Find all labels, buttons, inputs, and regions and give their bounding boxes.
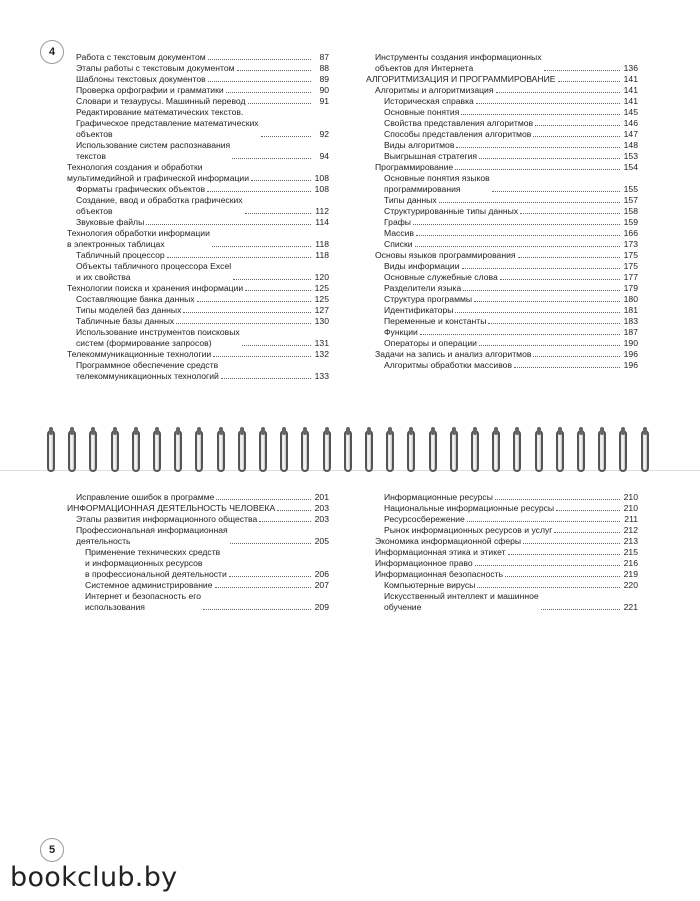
toc-entry-page: 166 (623, 228, 638, 238)
toc-entry (366, 206, 638, 217)
toc-entry (366, 173, 638, 195)
binding-ring (111, 430, 119, 472)
toc-entry-page: 203 (314, 503, 329, 513)
toc-entry-page: 125 (314, 283, 329, 293)
dot-leader (477, 587, 620, 588)
toc-entry-title: Табличные базы данных (76, 316, 175, 326)
toc-entry-page: 175 (623, 261, 638, 271)
toc-entry (67, 228, 329, 250)
dot-leader (259, 521, 311, 522)
toc-entry (67, 107, 329, 140)
toc-entry-title: Массив (384, 228, 414, 238)
toc-entry (67, 85, 329, 96)
toc-entry-page: 136 (623, 63, 638, 73)
toc-entry-title: Звуковые файлы (76, 217, 145, 227)
toc-entry-page: 196 (623, 360, 638, 370)
binding-ring (556, 430, 564, 472)
binding-ring (174, 430, 182, 472)
toc-entry-title: Табличный процессор (76, 250, 165, 260)
binding-ring (619, 430, 627, 472)
toc-entry (366, 503, 638, 514)
toc-entry-page: 173 (623, 239, 638, 249)
toc-entry-title: Структура программы (384, 294, 473, 304)
dot-leader (495, 499, 620, 500)
toc-entry-title: Основные понятия языков программирования (384, 173, 490, 194)
dot-leader (413, 224, 620, 225)
toc-entry-page: 141 (623, 85, 638, 95)
toc-entry-title: Информационная этика и этикет (375, 547, 506, 557)
toc-entry (366, 349, 638, 360)
toc-entry-title: Использование систем распознавания текстов (76, 140, 231, 161)
toc-entry (67, 195, 329, 217)
dot-leader (208, 59, 311, 60)
toc-entry-page: 175 (623, 250, 638, 260)
toc-entry (67, 316, 329, 327)
toc-entry (67, 305, 329, 316)
toc-entry (67, 591, 329, 613)
toc-top-right-column (366, 52, 638, 371)
toc-entry-title: Алгоритмы и алгоритмизация (375, 85, 494, 95)
toc-entry (366, 294, 638, 305)
site-watermark: bookclub.by (10, 862, 178, 893)
binding-ring (513, 430, 521, 472)
dot-leader (535, 125, 620, 126)
toc-entry (366, 338, 638, 349)
toc-entry-title: Создание, ввод и обработка графических объектов (76, 195, 243, 216)
toc-entry-page: 145 (623, 107, 638, 117)
dot-leader (229, 576, 311, 577)
toc-entry (366, 52, 638, 74)
binding-ring (492, 430, 500, 472)
toc-entry-title: Виды алгоритмов (384, 140, 455, 150)
toc-entry-title: Рынок информационных ресурсов и услуг (384, 525, 553, 535)
dot-leader (242, 345, 311, 346)
toc-entry-page: 157 (623, 195, 638, 205)
toc-entry (366, 514, 638, 525)
toc-entry-title: Структурированные типы данных (384, 206, 519, 216)
toc-entry-title: Основные служебные слова (384, 272, 498, 282)
toc-entry-title: Информационные ресурсы (384, 492, 493, 502)
toc-entry-title: Информационное право (375, 558, 473, 568)
dot-leader (455, 312, 620, 313)
toc-entry-title: Интернет и безопасность его использования (85, 591, 201, 612)
toc-entry (67, 162, 329, 184)
toc-entry-page: 213 (623, 536, 638, 546)
toc-entry-title: Графы (384, 217, 411, 227)
dot-leader (523, 543, 620, 544)
toc-entry-title: Работа с текстовым документом (76, 52, 206, 62)
binding-ring (280, 430, 288, 472)
toc-entry-title: Экономика информационной сферы (375, 536, 522, 546)
toc-entry (67, 261, 329, 283)
toc-entry-page: 108 (314, 184, 329, 194)
toc-entry-page: 205 (314, 536, 329, 546)
dot-leader (416, 235, 620, 236)
dot-leader (146, 224, 311, 225)
dot-leader (207, 191, 311, 192)
toc-entry-title: Списки (384, 239, 413, 249)
dot-leader (197, 301, 311, 302)
toc-entry-page: 201 (314, 492, 329, 502)
binding-ring (301, 430, 309, 472)
toc-entry-page: 206 (314, 569, 329, 579)
dot-leader (248, 103, 311, 104)
dot-leader (533, 356, 620, 357)
dot-leader (544, 70, 620, 71)
toc-entry-title: Редактирование математических текстов. Графическое представление математических объектов (76, 107, 259, 139)
binding-ring (386, 430, 394, 472)
toc-entry (366, 569, 638, 580)
binding-ring (47, 430, 55, 472)
toc-entry-page: 158 (623, 206, 638, 216)
dot-leader (520, 213, 620, 214)
toc-entry-page: 141 (623, 74, 638, 84)
dot-leader (479, 345, 620, 346)
toc-entry (67, 503, 329, 514)
toc-entry (366, 85, 638, 96)
toc-entry (366, 107, 638, 118)
dot-leader (518, 257, 620, 258)
toc-entry-page: 216 (623, 558, 638, 568)
dot-leader (554, 532, 620, 533)
toc-top-left-column (67, 52, 329, 382)
toc-entry (366, 580, 638, 591)
dot-leader (415, 246, 620, 247)
toc-entry-page: 220 (623, 580, 638, 590)
dot-leader (176, 323, 311, 324)
toc-entry-title: Форматы графических объектов (76, 184, 206, 194)
dot-leader (461, 114, 620, 115)
dot-leader (208, 81, 311, 82)
toc-entry-title: ИНФОРМАЦИОННАЯ ДЕЯТЕЛЬНОСТЬ ЧЕЛОВЕКА (67, 503, 276, 513)
dot-leader (213, 356, 311, 357)
toc-entry-page: 130 (314, 316, 329, 326)
dot-leader (488, 323, 620, 324)
toc-entry (366, 217, 638, 228)
toc-entry-title: Виды информации (384, 261, 460, 271)
toc-entry-page: 89 (319, 74, 329, 84)
binding-ring (429, 430, 437, 472)
toc-entry-title: Технология создания и обработки мультимедийной и графической информации (67, 162, 250, 183)
toc-entry-page: 177 (623, 272, 638, 282)
toc-entry (67, 217, 329, 228)
toc-entry-page: 146 (623, 118, 638, 128)
binding-ring (577, 430, 585, 472)
toc-entry (67, 525, 329, 547)
toc-entry-title: Технология обработки информации в электронных таблицах (67, 228, 210, 249)
dot-leader (226, 92, 311, 93)
dot-leader (508, 554, 620, 555)
dot-leader (221, 378, 311, 379)
binding-ring (598, 430, 606, 472)
dot-leader (230, 543, 311, 544)
toc-entry (366, 96, 638, 107)
toc-entry (67, 294, 329, 305)
toc-entry (366, 272, 638, 283)
toc-entry-title: Разделители языка (384, 283, 462, 293)
toc-entry (67, 580, 329, 591)
binding-ring (132, 430, 140, 472)
toc-entry (366, 261, 638, 272)
dot-leader (496, 92, 621, 93)
toc-entry-page: 91 (319, 96, 329, 106)
toc-entry (366, 492, 638, 503)
toc-entry-page: 141 (623, 96, 638, 106)
toc-entry (366, 327, 638, 338)
toc-entry-title: Выигрышная стратегия (384, 151, 478, 161)
toc-entry (67, 184, 329, 195)
toc-entry-page: 180 (623, 294, 638, 304)
toc-entry-title: Основы языков программирования (375, 250, 516, 260)
toc-entry-page: 210 (623, 492, 638, 502)
toc-entry-page: 127 (314, 305, 329, 315)
toc-entry-page: 219 (623, 569, 638, 579)
toc-entry (67, 74, 329, 85)
toc-entry-page: 153 (623, 151, 638, 161)
toc-entry-page: 147 (623, 129, 638, 139)
binding-ring (195, 430, 203, 472)
toc-entry (366, 140, 638, 151)
toc-entry-page: 187 (623, 327, 638, 337)
toc-entry-page: 179 (623, 283, 638, 293)
toc-entry-title: Способы представления алгоритмов (384, 129, 532, 139)
dot-leader (261, 136, 311, 137)
dot-leader (455, 169, 620, 170)
toc-entry-title: Типы моделей баз данных (76, 305, 182, 315)
bottom-page-number: 5 (40, 838, 64, 862)
dot-leader (237, 70, 311, 71)
toc-entry-title: Использование инструментов поисковых систем (формирование запросов) (76, 327, 240, 348)
dot-leader (474, 301, 620, 302)
binding-ring (89, 430, 97, 472)
toc-entry-page: 118 (315, 250, 329, 260)
toc-entry-title: Программирование (375, 162, 454, 172)
toc-entry-page: 92 (319, 129, 329, 139)
dot-leader (533, 136, 620, 137)
binding-ring (217, 430, 225, 472)
binding-ring (365, 430, 373, 472)
dot-leader (558, 81, 621, 82)
toc-entry-page: 94 (319, 151, 329, 161)
binding-ring (450, 430, 458, 472)
toc-entry (67, 360, 329, 382)
toc-entry (67, 327, 329, 349)
toc-entry-title: АЛГОРИТМИЗАЦИЯ И ПРОГРАММИРОВАНИЕ (366, 74, 556, 84)
dot-leader (251, 180, 311, 181)
toc-entry-page: 190 (623, 338, 638, 348)
dot-leader (215, 587, 311, 588)
toc-entry-page: 155 (623, 184, 638, 194)
dot-leader (462, 268, 621, 269)
dot-leader (277, 510, 311, 511)
toc-entry-page: 210 (623, 503, 638, 513)
dot-leader (467, 521, 620, 522)
toc-entry-page: 203 (314, 514, 329, 524)
toc-entry-page: 212 (623, 525, 638, 535)
toc-entry-title: Объекты табличного процессора Excel и их свойства (76, 261, 232, 282)
toc-entry (366, 151, 638, 162)
toc-entry-title: Шаблоны текстовых документов (76, 74, 206, 84)
dot-leader (556, 510, 620, 511)
toc-entry-page: 88 (319, 63, 329, 73)
toc-entry-page: 181 (623, 305, 638, 315)
toc-entry (366, 316, 638, 327)
toc-entry-title: Инструменты создания информационных объектов для Интернета (375, 52, 542, 73)
dot-leader (456, 147, 620, 148)
toc-entry-page: 87 (319, 52, 329, 62)
toc-entry-page: 90 (319, 85, 329, 95)
toc-entry (366, 283, 638, 294)
toc-entry-page: 120 (314, 272, 329, 282)
binding-ring (471, 430, 479, 472)
toc-entry-title: Ресурсосбережение (384, 514, 465, 524)
toc-entry-page: 183 (623, 316, 638, 326)
toc-entry-title: Системное администрирование (85, 580, 213, 590)
toc-entry (366, 74, 638, 85)
dot-leader (232, 158, 311, 159)
toc-entry-title: Функции (384, 327, 418, 337)
dot-leader (505, 576, 620, 577)
toc-entry (366, 360, 638, 371)
toc-entry-page: 114 (315, 217, 329, 227)
toc-entry (67, 492, 329, 503)
toc-entry (366, 129, 638, 140)
toc-entry (67, 283, 329, 294)
toc-entry-page: 125 (314, 294, 329, 304)
toc-entry-page: 112 (315, 206, 329, 216)
toc-entry-title: Словари и тезаурусы. Машинный перевод (76, 96, 246, 106)
dot-leader (463, 290, 620, 291)
toc-entry (366, 228, 638, 239)
toc-entry (67, 63, 329, 74)
dot-leader (183, 312, 311, 313)
toc-entry-title: Типы данных (384, 195, 437, 205)
toc-entry (67, 96, 329, 107)
toc-entry (366, 162, 638, 173)
dot-leader (479, 158, 620, 159)
top-page-number: 4 (40, 40, 64, 64)
dot-leader (475, 565, 620, 566)
toc-entry-page: 133 (314, 371, 329, 381)
toc-entry-title: Идентификаторы (384, 305, 454, 315)
dot-leader (245, 290, 311, 291)
toc-entry (366, 536, 638, 547)
dot-leader (514, 367, 620, 368)
toc-entry (67, 140, 329, 162)
toc-entry-page: 132 (314, 349, 329, 359)
toc-entry-title: Национальные информационные ресурсы (384, 503, 555, 513)
toc-entry (366, 239, 638, 250)
dot-leader (476, 103, 620, 104)
toc-entry (366, 118, 638, 129)
binding-ring (344, 430, 352, 472)
dot-leader (212, 246, 311, 247)
toc-entry-page: 154 (623, 162, 638, 172)
toc-entry-title: Профессиональная информационная деятельность (76, 525, 228, 546)
dot-leader (203, 609, 311, 610)
toc-entry (67, 250, 329, 261)
toc-entry-page: 221 (623, 602, 638, 612)
toc-entry-page: 215 (623, 547, 638, 557)
toc-entry (366, 305, 638, 316)
toc-entry (366, 195, 638, 206)
toc-entry-title: Задачи на запись и анализ алгоритмов (375, 349, 532, 359)
toc-entry-page: 196 (623, 349, 638, 359)
binding-ring (641, 430, 649, 472)
toc-entry-title: Применение технических средств и информационных ресурсов в профессиональной деятельности (85, 547, 227, 579)
toc-entry-title: Основные понятия (384, 107, 460, 117)
toc-entry-title: Проверка орфографии и грамматики (76, 85, 224, 95)
binding-ring (535, 430, 543, 472)
toc-entry-title: Телекоммуникационные технологии (67, 349, 212, 359)
toc-entry (67, 514, 329, 525)
toc-entry (366, 547, 638, 558)
toc-entry-page: 118 (315, 239, 329, 249)
toc-entry-title: Операторы и операции (384, 338, 477, 348)
toc-entry (67, 349, 329, 360)
toc-entry (366, 591, 638, 613)
dot-leader (541, 609, 620, 610)
binding-ring (407, 430, 415, 472)
toc-entry-title: Переменные и константы (384, 316, 487, 326)
toc-entry-title: Этапы развития информационного общества (76, 514, 258, 524)
toc-bottom-right-column (366, 492, 638, 613)
toc-entry-title: Историческая справка (384, 96, 474, 106)
toc-entry (366, 558, 638, 569)
dot-leader (167, 257, 311, 258)
toc-entry-title: Компьютерные вирусы (384, 580, 476, 590)
toc-entry-title: Технологии поиска и хранения информации (67, 283, 244, 293)
toc-bottom-left-column (67, 492, 329, 613)
dot-leader (492, 191, 620, 192)
toc-entry (366, 250, 638, 261)
toc-entry-page: 148 (623, 140, 638, 150)
binding-ring (68, 430, 76, 472)
toc-entry-title: Этапы работы с текстовым документом (76, 63, 235, 73)
toc-entry-page: 207 (314, 580, 329, 590)
toc-entry-title: Алгоритмы обработки массивов (384, 360, 513, 370)
dot-leader (500, 279, 620, 280)
dot-leader (420, 334, 620, 335)
dot-leader (245, 213, 311, 214)
binding-ring (153, 430, 161, 472)
toc-entry-title: Составляющие банка данных (76, 294, 195, 304)
toc-entry-title: Исправление ошибок в программе (76, 492, 215, 502)
dot-leader (439, 202, 620, 203)
binding-ring (238, 430, 246, 472)
binding-ring (259, 430, 267, 472)
dot-leader (216, 499, 311, 500)
toc-entry-page: 159 (623, 217, 638, 227)
toc-entry-page: 211 (624, 514, 638, 524)
toc-entry (67, 52, 329, 63)
toc-entry-title: Информационная безопасность (375, 569, 504, 579)
toc-entry-title: Программное обеспечение средств телекоммуникационных технологий (76, 360, 219, 381)
toc-entry-page: 209 (314, 602, 329, 612)
toc-entry-title: Искусственный интеллект и машинное обучение (384, 591, 539, 612)
toc-entry-page: 108 (314, 173, 329, 183)
toc-entry (366, 525, 638, 536)
toc-entry-page: 131 (314, 338, 329, 348)
binding-ring (323, 430, 331, 472)
toc-entry-title: Свойства представления алгоритмов (384, 118, 534, 128)
dot-leader (233, 279, 311, 280)
toc-entry (67, 547, 329, 580)
